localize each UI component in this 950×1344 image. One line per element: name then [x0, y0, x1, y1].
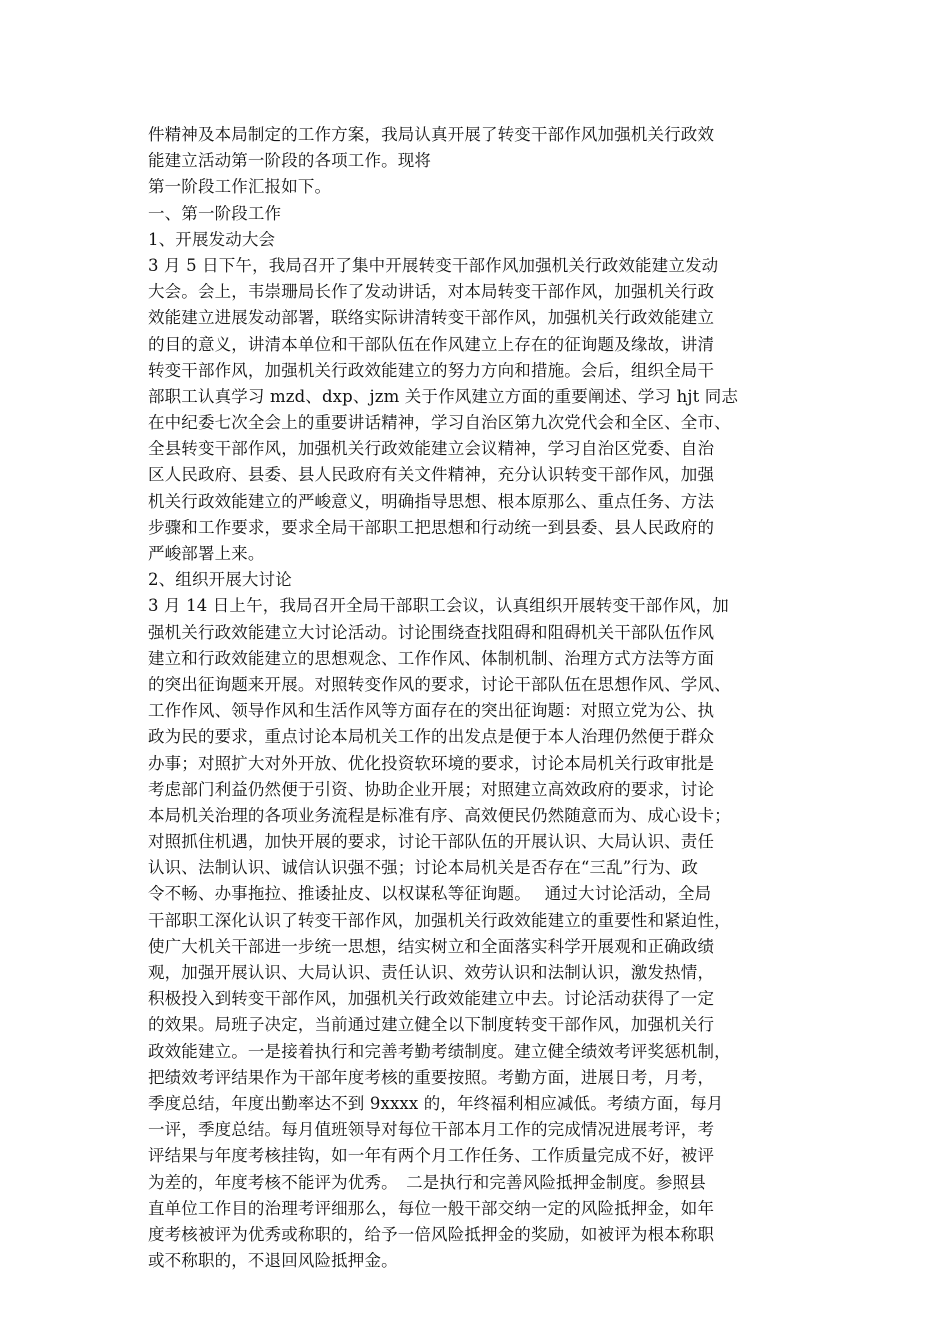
text-line: 对照抓住机遇，加快开展的要求，讨论干部队伍的开展认识、大局认识、责任: [148, 832, 715, 852]
text-line: 效能建立进展发动部署，联络实际讲清转变干部作风，加强机关行政效能建立: [148, 308, 715, 328]
text-line: 考虑部门利益仍然便于引资、协助企业开展；对照建立高效政府的要求，讨论: [148, 779, 715, 799]
subsection-heading: 2、组织开展大讨论: [148, 570, 292, 590]
text-line: 建立和行政效能建立的思想观念、工作作风、体制机制、治理方式方法等方面: [148, 648, 715, 668]
text-line: 或不称职的，不退回风险抵押金。: [148, 1251, 398, 1271]
text-line: 的突出征询题来开展。对照转变作风的要求，讨论干部队伍在思想作风、学风、: [148, 674, 731, 694]
text-line: 令不畅、办事拖拉、推诿扯皮、以权谋私等征询题。 通过大讨论活动，全局: [148, 884, 712, 904]
text-line: 步骤和工作要求，要求全局干部职工把思想和行动统一到县委、县人民政府的: [148, 517, 715, 537]
text-line: 在中纪委七次全会上的重要讲话精神，学习自治区第九次党代会和全区、全市、: [148, 413, 731, 433]
text-line: 度考核被评为优秀或称职的，给予一倍风险抵押金的奖励，如被评为根本称职: [148, 1224, 715, 1244]
document-body: [148, 122, 808, 1274]
text-line: 3 月 5 日下午，我局召开了集中开展转变干部作风加强机关行政效能建立发动: [148, 255, 719, 275]
text-line: 工作作风、领导作风和生活作风等方面存在的突出征询题：对照立党为公、执: [148, 701, 715, 721]
text-line: 办事；对照扩大对外开放、优化投资软环境的要求，讨论本局机关行政审批是: [148, 753, 715, 773]
text-line: 机关行政效能建立的严峻意义，明确指导思想、根本原那么、重点任务、方法: [148, 491, 715, 511]
text-line: 本局机关治理的各项业务流程是标准有序、高效便民仍然随意而为、成心设卡；: [148, 805, 731, 825]
text-line: 严峻部署上来。: [148, 544, 265, 563]
subsection-heading: 1、开展发动大会: [148, 229, 276, 249]
text-line: 的效果。局班子决定，当前通过建立健全以下制度转变干部作风，加强机关行: [148, 1015, 715, 1035]
text-line: 3 月 14 日上午，我局召开全局干部职工会议，认真组织开展转变干部作风，加: [148, 596, 729, 616]
text-line: 转变干部作风，加强机关行政效能建立的努力方向和措施。会后，组织全局干: [148, 360, 715, 380]
text-line: 干部职工深化认识了转变干部作风，加强机关行政效能建立的重要性和紧迫性，: [148, 910, 731, 930]
text-line: 使广大机关干部进一步统一思想，结实树立和全面落实科学开展观和正确政绩: [148, 936, 715, 956]
text-line: 的目的意义，讲清本单位和干部队伍在作风建立上存在的征询题及缘故，讲清: [148, 334, 715, 354]
text-line: 政为民的要求，重点讨论本局机关工作的出发点是便于本人治理仍然便于群众: [148, 727, 715, 747]
text-line: 强机关行政效能建立大讨论活动。讨论围绕查找阻碍和阻碍机关干部队伍作风: [148, 622, 715, 642]
section-heading: 一、第一阶段工作: [148, 203, 282, 223]
text-line: 一评，季度总结。每月值班领导对每位干部本月工作的完成情况进展考评，考: [148, 1120, 715, 1140]
text-line: 大会。会上，韦崇珊局长作了发动讲话，对本局转变干部作风，加强机关行政: [148, 282, 715, 302]
text-line: 认识、法制认识、诚信认识强不强；讨论本局机关是否存在“三乱”行为、政: [148, 858, 698, 878]
text-line: 为差的，年度考核不能评为优秀。 二是执行和完善风险抵押金制度。参照县: [148, 1172, 706, 1192]
text-line: 能建立活动第一阶段的各项工作。现将: [148, 151, 432, 171]
text-line: 积极投入到转变干部作风，加强机关行政效能建立中去。讨论活动获得了一定: [148, 989, 715, 1009]
text-line: 部职工认真学习 mzd、dxp、jzm 关于作风建立方面的重要阐述、学习 hjt 同志: [148, 386, 739, 406]
text-line: 件精神及本局制定的工作方案，我局认真开展了转变干部作风加强机关行政效: [148, 125, 715, 144]
text-line: 观，加强开展认识、大局认识、责任认识、效劳认识和法制认识，激发热情，: [148, 963, 715, 982]
text-line: 区人民政府、县委、县人民政府有关文件精神，充分认识转变干部作风，加强: [148, 465, 715, 485]
text-line: 直单位工作目的治理考评细那么，每位一般干部交纳一定的风险抵押金，如年: [148, 1198, 715, 1218]
text-line: 第一阶段工作汇报如下。: [148, 177, 332, 197]
text-line: 评结果与年度考核挂钩，如一年有两个月工作任务、工作质量完成不好，被评: [148, 1146, 715, 1166]
text-line: 把绩效考评结果作为干部年度考核的重要按照。考勤方面，进展日考，月考，: [148, 1067, 715, 1087]
text-line: 全县转变干部作风，加强机关行政效能建立会议精神，学习自治区党委、自治: [148, 439, 715, 459]
text-line: 季度总结，年度出勤率达不到 9xxxx 的，年终福利相应减低。考绩方面，每月: [148, 1093, 724, 1113]
text-line: 政效能建立。一是接着执行和完善考勤考绩制度。建立健全绩效考评奖惩机制，: [148, 1041, 731, 1061]
